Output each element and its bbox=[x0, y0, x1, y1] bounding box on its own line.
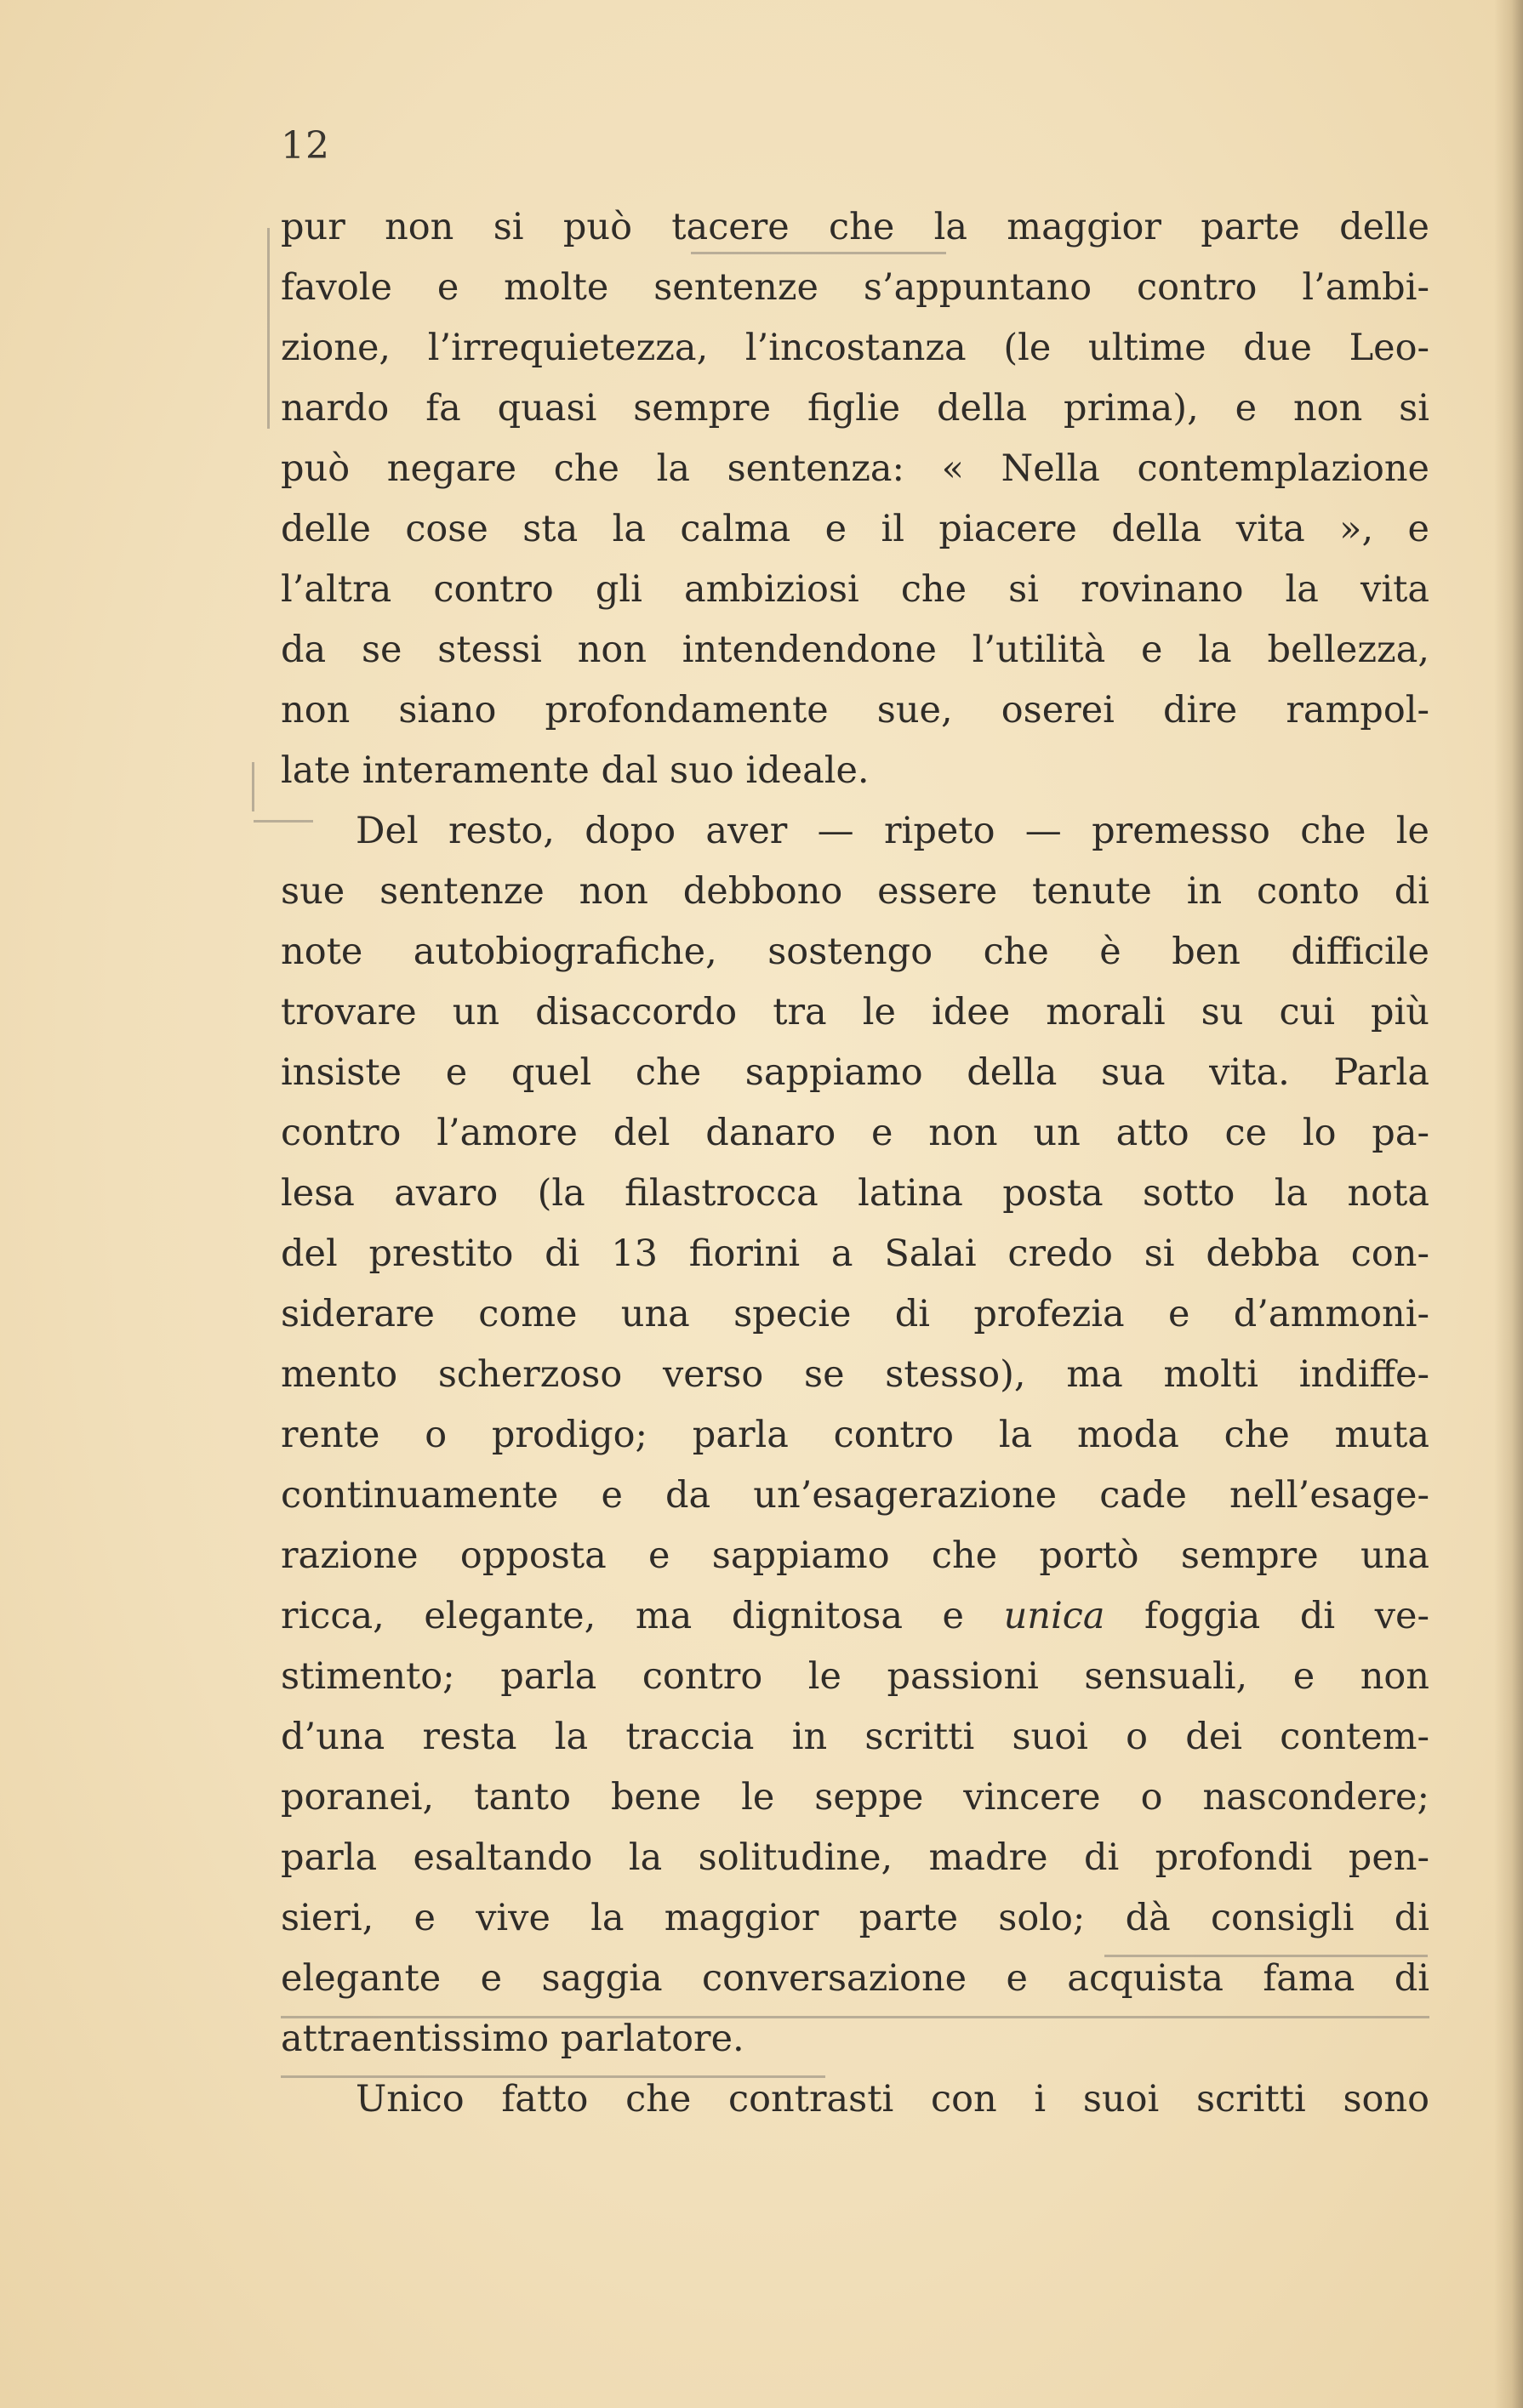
text-line: l’altra contro gli ambiziosi che si rovinano la vita bbox=[281, 568, 1429, 611]
text-line: late interamente dal suo ideale. bbox=[281, 749, 870, 792]
text-line: Unico fatto che contrasti con i suoi scritti sono bbox=[356, 2078, 1429, 2121]
text-line: poranei, tanto bene le seppe vincere o nascondere; bbox=[281, 1776, 1429, 1819]
paragraph-3 bbox=[281, 2069, 1429, 2130]
paragraph-2 bbox=[281, 801, 1429, 2069]
text-line: stimento; parla contro le passioni sensuali, e non bbox=[281, 1655, 1429, 1698]
text-line: sue sentenze non debbono essere tenute in conto di bbox=[281, 870, 1429, 913]
text-segment: ricca, elegante, ma dignitosa e bbox=[281, 1595, 1004, 1637]
text-line: da se stessi non intendendone l’utilità e la bellezza, bbox=[281, 629, 1429, 671]
text-line: favole e molte sentenze s’appuntano contro l’ambi- bbox=[281, 266, 1429, 309]
text-line: può negare che la sentenza: « Nella contemplazione bbox=[281, 447, 1429, 490]
text-line: insiste e quel che sappiamo della sua vita. Parla bbox=[281, 1051, 1429, 1094]
text-line: delle cose sta la calma e il piacere della vita », e bbox=[281, 508, 1429, 550]
text-line: Del resto, dopo aver — ripeto — premesso che le bbox=[356, 810, 1429, 852]
text-line: sieri, e vive la maggior parte solo; dà consigli di bbox=[281, 1897, 1429, 1939]
text-line: non siano profondamente sue, oserei dire rampol- bbox=[281, 689, 1429, 732]
text-line: lesa avaro (la filastrocca latina posta sotto la nota bbox=[281, 1172, 1429, 1215]
text-line: pur non si può tacere che la maggior parte delle bbox=[281, 206, 1429, 248]
text-line: nardo fa quasi sempre figlie della prima), e non si bbox=[281, 387, 1429, 430]
text-line: razione opposta e sappiamo che portò sempre una bbox=[281, 1534, 1429, 1577]
text-line: trovare un disaccordo tra le idee morali su cui più bbox=[281, 991, 1429, 1033]
text-line: attraentissimo parlatore. bbox=[281, 2018, 744, 2060]
margin-pencil-line-lower bbox=[252, 762, 254, 811]
text-line: parla esaltando la solitudine, madre di profondi pen- bbox=[281, 1836, 1429, 1879]
page-edge-shadow bbox=[1494, 0, 1523, 2408]
text-segment: foggia di ve- bbox=[1104, 1595, 1430, 1637]
text-line: continuamente e da un’esagerazione cade nell’esage- bbox=[281, 1474, 1429, 1517]
text-line: contro l’amore del danaro e non un atto ce lo pa- bbox=[281, 1112, 1429, 1154]
italic-word: unica bbox=[1003, 1595, 1105, 1637]
text-line: del prestito di 13 fiorini a Salai credo si debba con- bbox=[281, 1232, 1429, 1275]
body-text bbox=[281, 197, 1429, 2130]
text-line: rente o prodigo; parla contro la moda che muta bbox=[281, 1414, 1429, 1456]
text-line: mento scherzoso verso se stesso), ma molti indiffe- bbox=[281, 1353, 1429, 1396]
text-line: note autobiografiche, sostengo che è ben difficile bbox=[281, 931, 1429, 973]
text-line: d’una resta la traccia in scritti suoi o dei contem- bbox=[281, 1716, 1429, 1758]
margin-pencil-line bbox=[267, 228, 270, 429]
text-line-with-italic bbox=[281, 1586, 1429, 1647]
paragraph-1 bbox=[281, 197, 1429, 801]
text-line: elegante e saggia conversazione e acquista fama di bbox=[281, 1957, 1429, 2000]
text-line: siderare come una specie di profezia e d’ammoni- bbox=[281, 1293, 1429, 1335]
text-line: zione, l’irrequietezza, l’incostanza (le ultime due Leo- bbox=[281, 327, 1429, 369]
page-number: 12 bbox=[281, 124, 330, 168]
